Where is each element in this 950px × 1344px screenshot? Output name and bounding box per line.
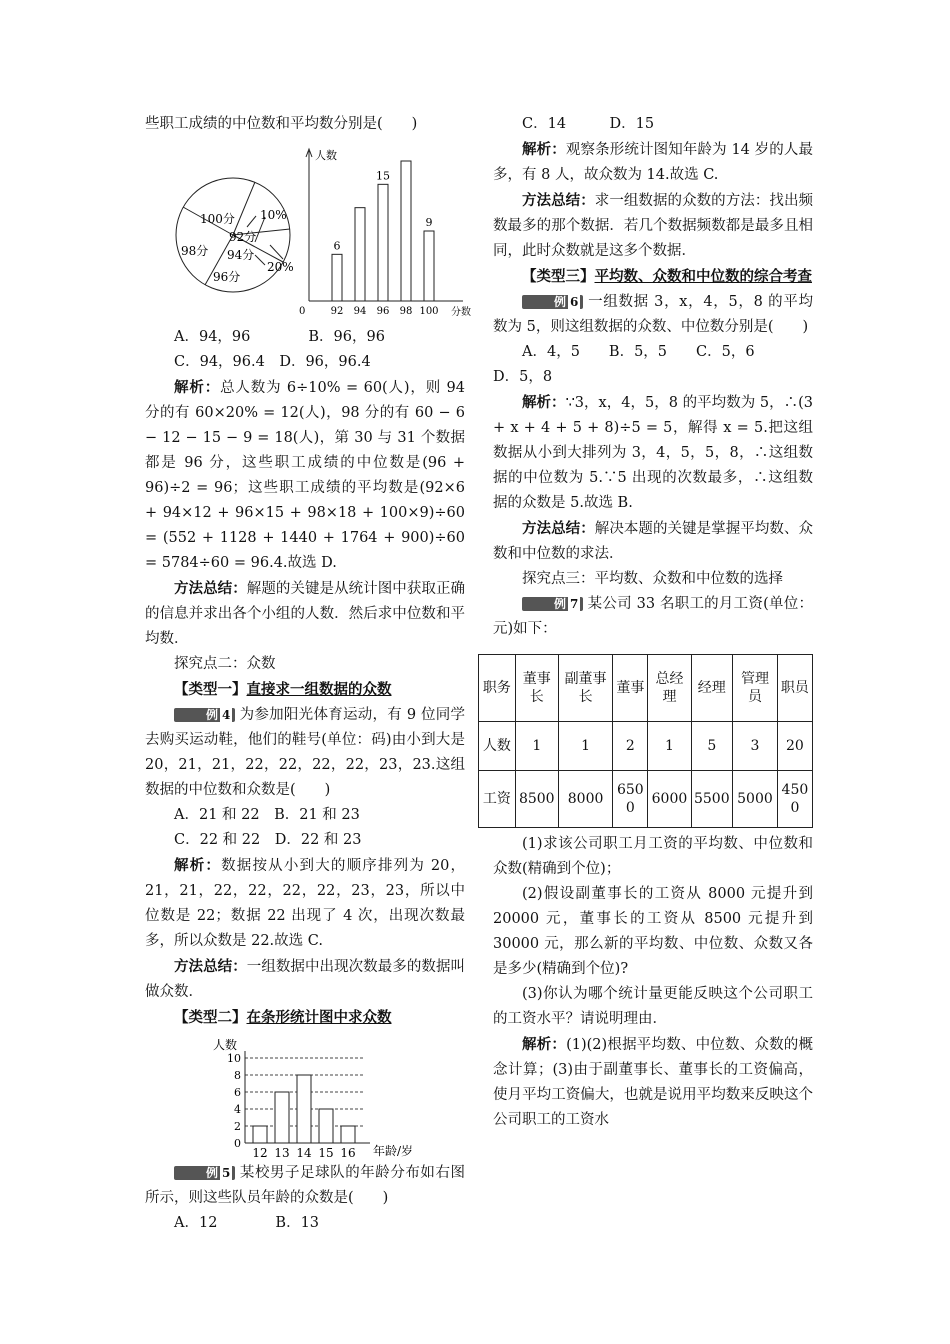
example-7-q1: (1)求该公司职工月工资的平均数、中位数和众数(精确到个位)； xyxy=(493,836,813,877)
example-4 xyxy=(145,703,465,803)
example-5-options-ab: A．12 B．13 xyxy=(174,1215,320,1231)
bar xyxy=(253,1126,267,1143)
table-cell: 董事 xyxy=(613,655,648,722)
left-column xyxy=(145,112,471,1236)
y-axis-label: 人数 xyxy=(315,149,337,162)
point-two-heading: 探究点二：众数 xyxy=(174,656,276,672)
table-row-header: 人数 xyxy=(479,722,516,771)
table-cell: 3 xyxy=(733,722,778,771)
example-6-summary: 方法总结：解决本题的关键是掌握平均数、众数和中位数的求法． xyxy=(493,520,814,562)
point-three-heading: 探究点三：平均数、众数和中位数的选择 xyxy=(522,571,783,587)
table-cell: 1 xyxy=(515,722,558,771)
x-axis-label: 分数 xyxy=(451,307,471,318)
x-tick-label: 13 xyxy=(274,1146,290,1160)
table-cell: 董事长 xyxy=(515,655,558,722)
bar xyxy=(341,1126,355,1143)
x-tick-label: 94 xyxy=(353,306,367,317)
table-cell: 总经理 xyxy=(648,655,691,722)
bar-value-label: 9 xyxy=(425,216,433,229)
example-5-summary: 方法总结：求一组数据的众数的方法：找出频数最多的那个数据．若几个数据频数都是最多且相同，此时众数就是这多个数据． xyxy=(493,192,814,259)
table-cell: 20 xyxy=(777,722,812,771)
table-cell: 5 xyxy=(691,722,733,771)
example-5-tag: 例 5 xyxy=(174,1166,235,1180)
example-4-text: 为参加阳光体育运动，有 9 位同学去购买运动鞋，他们的鞋号(单位：码)由小到大是 20，21，21，22，22，22，22，23，23.这组数据的中位数和众数是( ) xyxy=(145,707,465,798)
table-cell: 经理 xyxy=(691,655,733,722)
pie-label-98: 98分 xyxy=(181,244,209,258)
bar-value-label: 15 xyxy=(376,169,390,183)
example-7-q2: (2)假设副董事长的工资从 8000 元提升到 20000 元，董事长的工资从 8500 元提升到 30000 元，那么新的平均数、中位数、众数又各是多少(精确到个位)? xyxy=(493,886,813,977)
table-cell: 5000 xyxy=(733,771,778,828)
example-5-options-cd: C．14 D．15 xyxy=(522,116,655,132)
q3-analysis-text: 总人数为 6÷10% = 60(人)，则 94 分的有 60×20% = 12(人)，98 分的有 60 − 6 − 12 − 15 − 9 = 18(人)，第 30 与 31 个数据都是 96 分，这些职工成绩的中位数是(96 + 96)÷2 = 96；这些职工成绩的平均数是(92×6 + 94×12 + 96×15 + 98×18 + 100×9)÷60 = (552 + 1128 + 1440 + 1764 + 900)÷60 = 5784÷60 = 96.4.故选 D. xyxy=(145,380,466,571)
table-row xyxy=(479,771,813,828)
x-tick-label: 15 xyxy=(318,1146,334,1160)
q3-options-cd: C．94，96.4 D．96，96.4 xyxy=(174,354,371,370)
bar xyxy=(275,1092,289,1143)
q3-analysis xyxy=(145,375,465,576)
bar xyxy=(424,231,434,301)
table-cell: 副董事长 xyxy=(558,655,612,722)
example-5 xyxy=(145,1161,465,1211)
type-one-tag: 【类型一】 xyxy=(174,681,247,698)
pie-label-96: 96分 xyxy=(213,270,241,284)
y-tick-label: 6 xyxy=(234,1086,241,1099)
pie-label-92: 92分 xyxy=(229,230,257,244)
bar xyxy=(378,184,388,301)
example-7-text: 某公司 33 名职工的月工资(单位：元)如下： xyxy=(493,596,813,637)
bar xyxy=(297,1075,311,1143)
salary-table xyxy=(478,654,813,828)
x-axis-label: 年龄/岁 xyxy=(373,1144,414,1158)
example-5-analysis: 解析：观察条形统计图知年龄为 14 岁的人最多，有 8 人，故众数为 14.故选 C. xyxy=(493,141,814,183)
pie-pct-20: 20% xyxy=(267,260,294,274)
example-7-q3: (3)你认为哪个统计量更能反映这个公司职工的工资水平？请说明理由． xyxy=(493,986,813,1027)
example-6 xyxy=(493,290,813,340)
x-tick-label: 98 xyxy=(399,306,413,317)
bar-value-label: 6 xyxy=(333,239,341,253)
table-row xyxy=(479,655,813,722)
pie-label-94: 94分 xyxy=(227,248,255,262)
example-4-summary: 方法总结：一组数据中出现次数最多的数据叫做众数． xyxy=(145,958,466,1000)
x-tick-label: 16 xyxy=(340,1146,356,1160)
y-tick-label: 0 xyxy=(234,1137,241,1150)
example-6-text: 一组数据 3，x，4，5，8 的平均数为 5，则这组数据的众数、中位数分别是( ) xyxy=(493,294,813,335)
q3-options-ab: A．94，96 B．96，96 xyxy=(174,329,385,345)
question-tail: 些职工成绩的中位数和平均数分别是( ) xyxy=(145,116,418,132)
table-row-header: 职务 xyxy=(479,655,516,722)
age-bar-chart xyxy=(145,1031,465,1161)
table-cell: 6500 xyxy=(613,771,648,828)
x-tick-label: 14 xyxy=(296,1146,312,1160)
x-tick-label: 12 xyxy=(252,1146,268,1160)
table-cell: 8500 xyxy=(515,771,558,828)
q3-summary-text: 解题的关键是从统计图中获取正确的信息并求出各个小组的人数．然后求中位数和平均数． xyxy=(145,581,466,647)
table-cell: 8000 xyxy=(558,771,612,828)
pie-label-100: 100分 xyxy=(200,212,235,226)
example-4-tag: 例 4 xyxy=(174,708,235,722)
table-cell: 4500 xyxy=(777,771,812,828)
table-row-header: 工资 xyxy=(479,771,516,828)
type-three-heading xyxy=(493,264,813,290)
table-cell: 职员 xyxy=(777,655,812,722)
type-three-tag: 【类型三】 xyxy=(522,268,595,285)
table-cell: 管理员 xyxy=(733,655,778,722)
bar xyxy=(355,208,365,301)
table-cell: 5500 xyxy=(691,771,733,828)
example-4-options-ab: A．21 和 22 B．21 和 23 xyxy=(174,807,360,823)
y-tick-label: 4 xyxy=(234,1103,241,1116)
type-one-title: 直接求一组数据的众数 xyxy=(246,681,392,698)
score-bar-chart xyxy=(295,137,471,318)
example-5-text: 某校男子足球队的年龄分布如右图所示，则这些队员年龄的众数是( ) xyxy=(145,1165,465,1206)
example-7 xyxy=(493,592,813,642)
q3-summary xyxy=(145,576,465,652)
example-6-analysis: 解析：∵3，x，4，5，8 的平均数为 5，∴(3 + x + 4 + 5 + 8)÷5 = 5，解得 x = 5.把这组数据从小到大排列为 3，4，5，5，8，∴这组数据的中位数为 5.∵5 出现的次数最多，∴这组数据的众数是 5.故选 B. xyxy=(493,394,813,511)
pie-pct-10: 10% xyxy=(260,208,287,222)
summary-label: 方法总结： xyxy=(174,580,247,597)
table-cell: 1 xyxy=(558,722,612,771)
y-tick-label: 10 xyxy=(227,1052,241,1065)
origin-label: 0 xyxy=(299,306,306,317)
table-row xyxy=(479,722,813,771)
analysis-label: 解析： xyxy=(174,379,221,396)
type-three-title: 平均数、众数和中位数的综合考查 xyxy=(594,268,812,285)
bar xyxy=(332,254,342,301)
figure-pie-and-bar xyxy=(145,137,471,318)
example-7-tag: 例 7 xyxy=(522,597,583,611)
example-6-options-2: D．5，8 xyxy=(493,369,553,385)
example-4-options-cd: C．22 和 22 D．22 和 23 xyxy=(174,832,362,848)
table-cell: 2 xyxy=(613,722,648,771)
x-tick-label: 100 xyxy=(419,306,439,317)
type-two-heading xyxy=(145,1005,465,1031)
bar xyxy=(319,1109,333,1143)
example-4-analysis: 解析：数据按从小到大的顺序排列为 20，21，21，22，22，22，22，23，23，所以中位数是 22；数据 22 出现了 4 次，出现次数最多，所以众数是 22.故选 C. xyxy=(145,857,466,949)
example-7-analysis: 解析：(1)(2)根据平均数、中位数、众数的概念计算；(3)由于副董事长、董事长的工资偏高，使月平均工资偏大，也就是说用平均数来反映这个公司职工的工资水 xyxy=(493,1036,814,1128)
type-two-tag: 【类型二】 xyxy=(174,1009,247,1026)
example-6-tag: 例 6 xyxy=(522,295,583,309)
x-tick-label: 96 xyxy=(376,306,390,317)
table-cell: 6000 xyxy=(648,771,691,828)
y-tick-label: 2 xyxy=(234,1120,241,1133)
table-cell: 1 xyxy=(648,722,691,771)
type-one-heading xyxy=(145,677,465,703)
x-tick-label: 92 xyxy=(330,306,344,317)
type-two-title: 在条形统计图中求众数 xyxy=(246,1009,392,1026)
y-axis-label: 人数 xyxy=(213,1038,238,1052)
y-tick-label: 8 xyxy=(234,1069,241,1082)
example-6-options-1: A．4，5 B．5，5 C．5，6 xyxy=(522,344,755,360)
right-column xyxy=(482,112,814,1133)
bar xyxy=(401,161,411,301)
